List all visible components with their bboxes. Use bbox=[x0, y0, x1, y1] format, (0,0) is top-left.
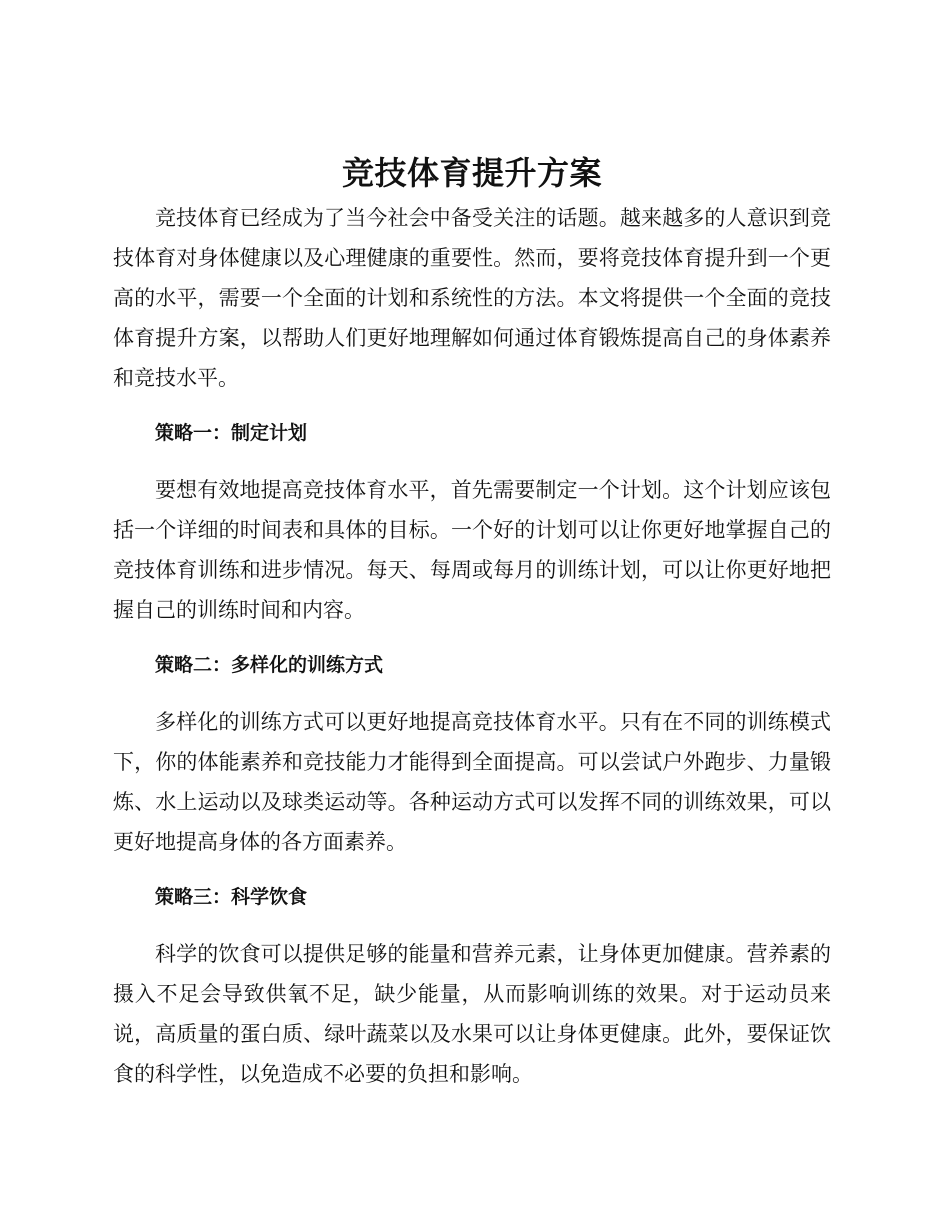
section-3-heading: 策略三：科学饮食 bbox=[155, 886, 308, 908]
section-2-body: 多样化的训练方式可以更好地提高竞技体育水平。只有在不同的训练模式下，你的体能素养和竞技能力才能得到全面提高。可以尝试户外跑步、力量锻炼、水上运动以及球类运动等。各种运动方式可以发挥不同的训练效果，可以更好地提高身体的各方面素养。 bbox=[113, 710, 831, 854]
section-2-heading: 策略二：多样化的训练方式 bbox=[155, 654, 384, 676]
document-title: 竞技体育提升方案 bbox=[341, 154, 602, 192]
document-page bbox=[113, 148, 831, 1094]
section-1-heading: 策略一：制定计划 bbox=[155, 422, 308, 444]
section-3-body: 科学的饮食可以提供足够的能量和营养元素，让身体更加健康。营养素的摄入不足会导致供氧不足，缺少能量，从而影响训练的效果。对于运动员来说，高质量的蛋白质、绿叶蔬菜以及水果可以让身体更健康。此外，要保证饮食的科学性，以免造成不必要的负担和影响。 bbox=[113, 942, 831, 1086]
section-1-body: 要想有效地提高竞技体育水平，首先需要制定一个计划。这个计划应该包括一个详细的时间表和具体的目标。一个好的计划可以让你更好地掌握自己的竞技体育训练和进步情况。每天、每周或每月的训练计划，可以让你更好地把握自己的训练时间和内容。 bbox=[113, 478, 831, 622]
intro-paragraph: 竞技体育已经成为了当今社会中备受关注的话题。越来越多的人意识到竞技体育对身体健康以及心理健康的重要性。然而，要将竞技体育提升到一个更高的水平，需要一个全面的计划和系统性的方法。本文将提供一个全面的竞技体育提升方案，以帮助人们更好地理解如何通过体育锻炼提高自己的身体素养和竞技水平。 bbox=[113, 206, 831, 390]
